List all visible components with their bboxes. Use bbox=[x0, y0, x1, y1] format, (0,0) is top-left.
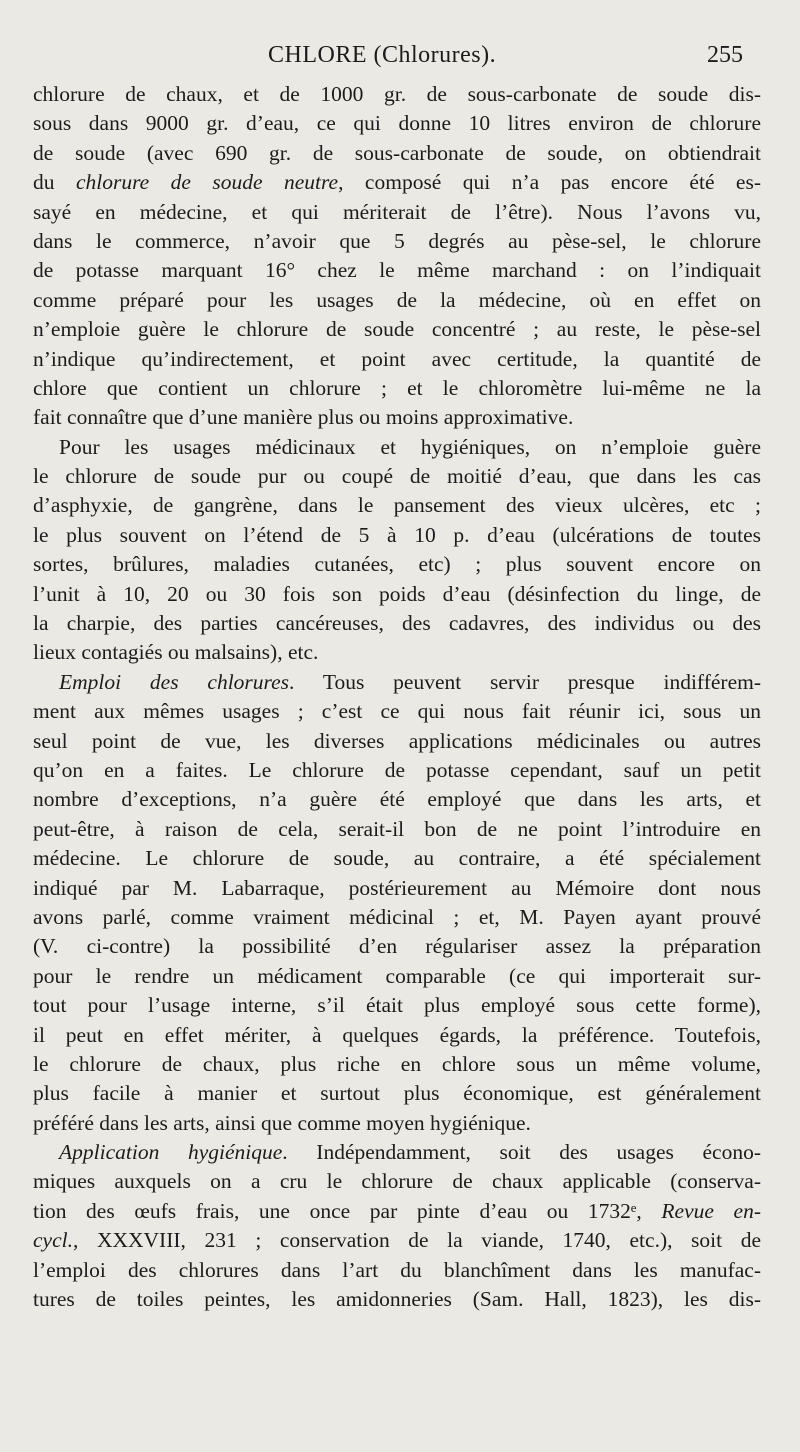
text-line bbox=[33, 932, 761, 961]
text-line bbox=[33, 756, 761, 785]
text-line bbox=[33, 727, 761, 756]
text-run: tion des œufs frais, une once par pinte d’eau ou 1732ᵉ, bbox=[33, 1198, 662, 1223]
text-run: ment aux mêmes usages ; c’est ce qui nous fait réunir ici, sous un bbox=[33, 699, 761, 724]
text-run: comme préparé pour les usages de la médecine, où en effet on bbox=[33, 287, 761, 312]
text-run: miques auxquels on a cru le chlorure de chaux applicable (conserva- bbox=[33, 1169, 761, 1194]
text-line bbox=[33, 697, 761, 726]
text-run: l’unit à 10, 20 ou 30 fois son poids d’eau (désinfection du linge, de bbox=[33, 581, 761, 606]
text-run: , composé qui n’a pas encore été es- bbox=[338, 170, 762, 195]
text-line bbox=[33, 1138, 761, 1167]
page-header bbox=[0, 42, 800, 78]
text-line bbox=[33, 785, 761, 814]
text-line bbox=[33, 403, 761, 432]
text-line bbox=[33, 962, 761, 991]
text-line bbox=[33, 227, 761, 256]
text-run: de soude (avec 690 gr. de sous-carbonate de soude, on obtiendrait bbox=[33, 140, 761, 165]
text-run: d’asphyxie, de gangrène, dans le pansement des vieux ulcères, etc ; bbox=[33, 493, 761, 518]
text-line bbox=[33, 638, 761, 667]
text-run: . Indépendamment, soit des usages écono- bbox=[282, 1140, 761, 1165]
text-run: le chlorure de chaux, plus riche en chlore sous un même volume, bbox=[33, 1051, 761, 1076]
text-run: dans le commerce, n’avoir que 5 degrés au pèse-sel, le chlorure bbox=[33, 228, 761, 253]
text-line bbox=[33, 168, 761, 197]
text-run: n’indique qu’indirectement, et point avec certitude, la quantité de bbox=[33, 346, 761, 371]
text-run: du bbox=[33, 170, 76, 195]
text-run: sayé en médecine, et qui mériterait de l’être). Nous l’avons vu, bbox=[33, 199, 761, 224]
text-line bbox=[33, 668, 761, 697]
text-run: , XXXVIII, 231 ; conservation de la viande, 1740, etc.), soit de bbox=[72, 1228, 761, 1253]
italic-phrase: Revue en- bbox=[661, 1198, 761, 1223]
text-run: lieux contagiés ou malsains), etc. bbox=[33, 640, 319, 665]
text-line bbox=[33, 374, 761, 403]
text-line bbox=[33, 1050, 761, 1079]
text-line bbox=[33, 991, 761, 1020]
text-run: le chlorure de soude pur ou coupé de moitié d’eau, que dans les cas bbox=[33, 464, 761, 489]
text-line bbox=[33, 1167, 761, 1196]
italic-phrase: chlorure de soude neutre bbox=[75, 170, 339, 195]
text-line bbox=[33, 521, 761, 550]
text-line bbox=[33, 1226, 761, 1255]
text-run: médecine. Le chlorure de soude, au contraire, a été spécialement bbox=[33, 846, 761, 871]
text-run: l’emploi des chlorures dans l’art du blanchîment dans les manufac- bbox=[33, 1257, 761, 1282]
text-line bbox=[33, 80, 761, 109]
text-line bbox=[33, 1285, 761, 1314]
text-line bbox=[33, 286, 761, 315]
text-run: sous dans 9000 gr. d’eau, ce qui donne 10 litres environ de chlorure bbox=[33, 111, 761, 136]
text-line bbox=[33, 1256, 761, 1285]
text-run: le plus souvent on l’étend de 5 à 10 p. d’eau (ulcérations de toutes bbox=[33, 522, 761, 547]
text-line bbox=[33, 580, 761, 609]
text-run: chlore que contient un chlorure ; et le chloromètre lui-même ne la bbox=[33, 375, 761, 400]
text-run: fait connaître que d’une manière plus ou moins approximative. bbox=[33, 405, 574, 430]
text-run: pour le rendre un médicament comparable (ce qui importerait sur- bbox=[33, 963, 761, 988]
text-line bbox=[33, 609, 761, 638]
text-line bbox=[33, 903, 761, 932]
text-line bbox=[33, 1197, 761, 1226]
text-line bbox=[33, 345, 761, 374]
text-line bbox=[33, 491, 761, 520]
text-run: . Tous peuvent servir presque indifférem- bbox=[289, 669, 761, 694]
text-run: n’emploie guère le chlorure de soude concentré ; au reste, le pèse-sel bbox=[33, 317, 761, 342]
text-run: peut-être, à raison de cela, serait-il bon de ne point l’introduire en bbox=[33, 816, 761, 841]
text-run: il peut en effet mériter, à quelques égards, la préférence. Toutefois, bbox=[33, 1022, 761, 1047]
text-line bbox=[33, 1079, 761, 1108]
text-run: indiqué par M. Labarraque, postérieurement au Mémoire dont nous bbox=[33, 875, 761, 900]
text-line bbox=[33, 433, 761, 462]
running-title: CHLORE (Chlorures). bbox=[268, 42, 497, 68]
italic-phrase: Application hygiénique bbox=[59, 1140, 283, 1165]
text-run: Pour les usages médicinaux et hygiéniques, on n’emploie guère bbox=[59, 434, 761, 459]
text-line bbox=[33, 874, 761, 903]
text-run: avons parlé, comme vraiment médicinal ; et, M. Payen ayant prouvé bbox=[33, 904, 761, 929]
text-run: seul point de vue, les diverses applications médicinales ou autres bbox=[33, 728, 761, 753]
text-run: plus facile à manier et surtout plus économique, est généralement bbox=[33, 1081, 761, 1106]
text-run: de potasse marquant 16° chez le même marchand : on l’indiquait bbox=[33, 258, 761, 283]
text-line bbox=[33, 844, 761, 873]
page-number: 255 bbox=[707, 42, 743, 68]
text-line bbox=[33, 462, 761, 491]
text-run: préféré dans les arts, ainsi que comme moyen hygiénique. bbox=[33, 1110, 531, 1135]
text-line bbox=[33, 139, 761, 168]
text-run: chlorure de chaux, et de 1000 gr. de sous-carbonate de soude dis- bbox=[33, 82, 761, 106]
text-line bbox=[33, 550, 761, 579]
italic-phrase: cycl. bbox=[33, 1228, 73, 1253]
text-run: qu’on en a faites. Le chlorure de potasse cependant, sauf un petit bbox=[33, 757, 761, 782]
text-run: tures de toiles peintes, les amidonneries (Sam. Hall, 1823), les dis- bbox=[33, 1287, 761, 1312]
text-line bbox=[33, 256, 761, 285]
body-text bbox=[33, 80, 761, 1314]
text-line bbox=[33, 198, 761, 227]
italic-phrase: Emploi des chlorures bbox=[59, 669, 290, 694]
text-line bbox=[33, 1109, 761, 1138]
text-run: nombre d’exceptions, n’a guère été employé que dans les arts, et bbox=[33, 787, 761, 812]
text-run: la charpie, des parties cancéreuses, des cadavres, des individus ou des bbox=[33, 611, 761, 636]
text-run: tout pour l’usage interne, s’il était plus employé sous cette forme), bbox=[33, 993, 761, 1018]
text-run: (V. ci-contre) la possibilité d’en régulariser assez la préparation bbox=[33, 934, 761, 959]
text-run: sortes, brûlures, maladies cutanées, etc) ; plus souvent encore on bbox=[33, 552, 761, 577]
text-line bbox=[33, 109, 761, 138]
text-line bbox=[33, 815, 761, 844]
text-line bbox=[33, 315, 761, 344]
text-line bbox=[33, 1021, 761, 1050]
